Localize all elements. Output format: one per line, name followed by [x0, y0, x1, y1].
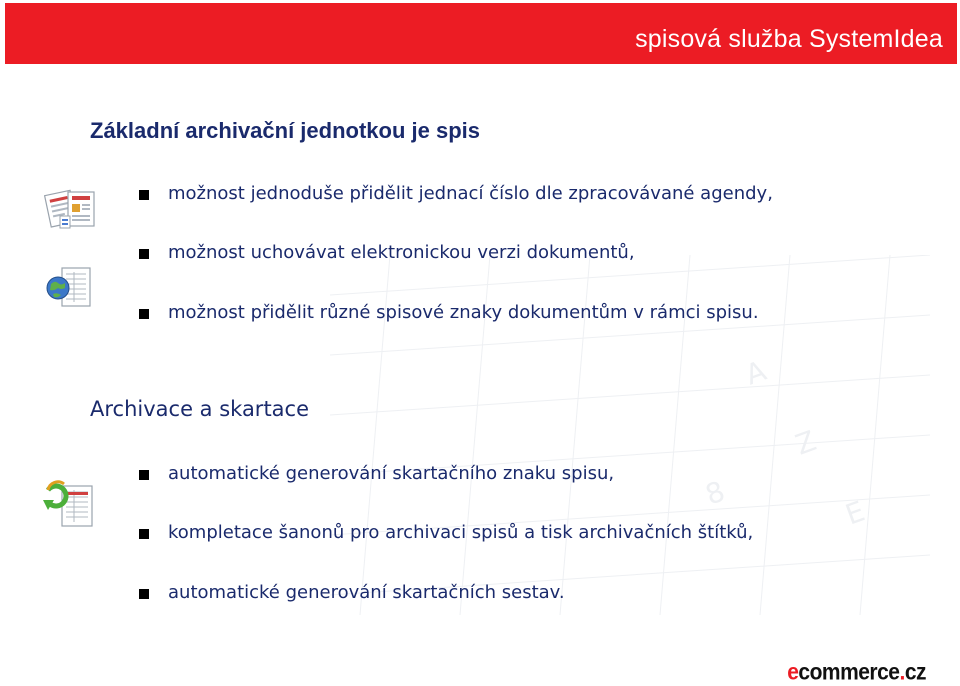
list-item: možnost přidělit různé spisové znaky dokumentům v rámci spisu.: [168, 302, 759, 323]
svg-text:A: A: [741, 354, 771, 392]
section-title-basic-unit: Základní archivační jednotkou je spis: [90, 118, 481, 143]
refresh-document-icon: [40, 470, 100, 530]
bullet: [139, 470, 149, 480]
bullet: [139, 589, 149, 599]
list-item: automatické generování skartačních sestav.: [168, 582, 565, 603]
bullet: [139, 529, 149, 539]
globe-document-icon: [44, 264, 100, 312]
documents-icon: [44, 186, 100, 234]
svg-text:E: E: [841, 494, 870, 532]
list-item: možnost jednoduše přidělit jednací číslo dle zpracovávané agendy,: [168, 183, 773, 204]
bullet: [139, 309, 149, 319]
ecommerce-logo: ecommerce.cz: [787, 660, 926, 685]
list-item: možnost uchovávat elektronickou verzi dokumentů,: [168, 242, 635, 263]
list-item: kompletace šanonů pro archivaci spisů a tisk archivačních štítků,: [168, 522, 754, 543]
bullet: [139, 249, 149, 259]
list-item: automatické generování skartačního znaku spisu,: [168, 463, 615, 484]
bullet: [139, 190, 149, 200]
section-title-archiving: Archivace a skartace: [90, 397, 310, 421]
svg-text:Z: Z: [791, 424, 821, 462]
header-bar: [5, 3, 957, 64]
header-title: spisová služba SystemIdea: [635, 25, 943, 53]
svg-text:8: 8: [701, 474, 730, 512]
